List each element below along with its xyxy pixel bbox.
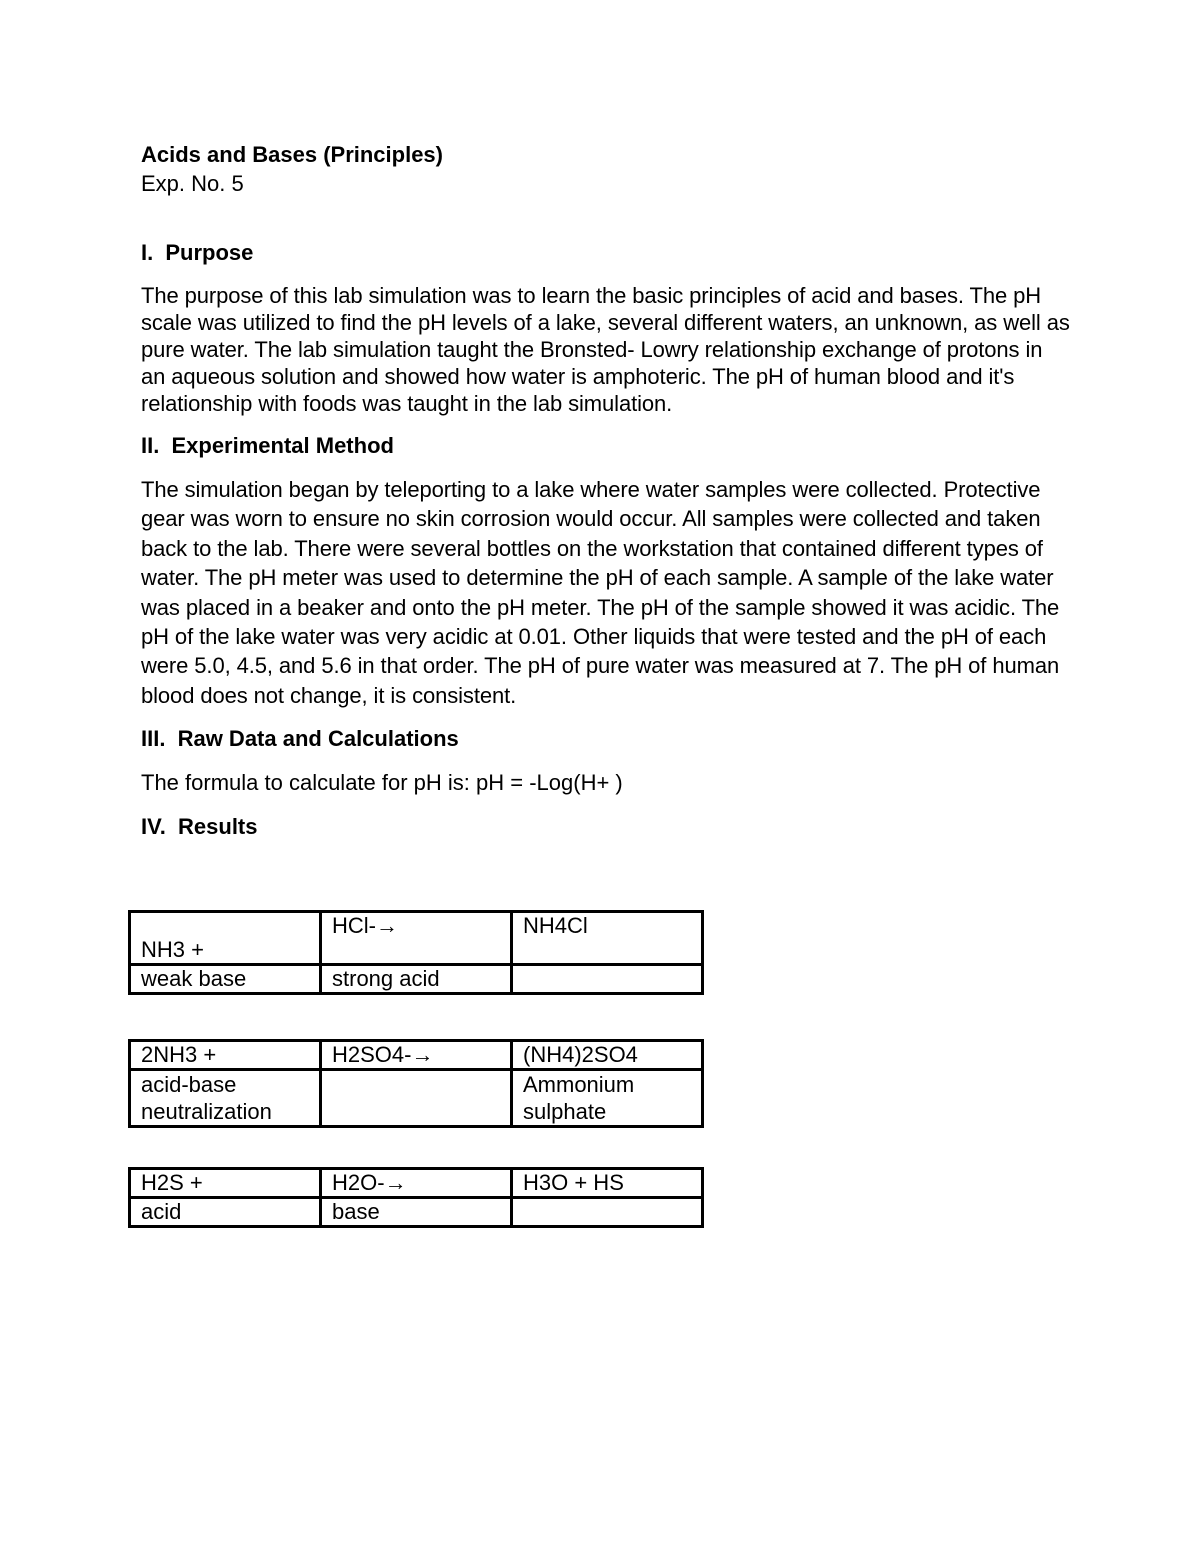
table-row — [130, 1169, 703, 1198]
cell-text: base — [332, 1199, 380, 1224]
table-cell — [512, 1198, 703, 1227]
table-cell — [512, 1070, 703, 1127]
table-cell — [512, 912, 703, 965]
cell-text: 2NH3 + — [141, 1042, 217, 1067]
section-number: III. — [141, 726, 166, 752]
section-heading-raw-data — [141, 724, 1071, 754]
section-title: Raw Data and Calculations — [177, 726, 459, 752]
cell-text: HCl- — [332, 913, 376, 938]
table-cell — [321, 965, 512, 994]
table-row — [130, 1070, 703, 1127]
cell-text: strong acid — [332, 966, 440, 991]
section-heading-purpose — [141, 238, 1071, 268]
cell-text: acid — [141, 1199, 182, 1224]
results-table-ammonia-sulfuric — [128, 1039, 704, 1128]
table-cell — [321, 1041, 512, 1070]
cell-text: H2SO4- — [332, 1042, 412, 1067]
table-row — [130, 1041, 703, 1070]
method-paragraph: The simulation began by teleporting to a lake where water samples were collected. Protective gear was worn to ensure no skin corrosion would occur. All samples were collected and taken back to the lab. There were several bottles on the workstation that contained different types of water. The pH meter was used to determine the pH of each sample. A sample of the lake water was placed in a beaker and onto the pH meter. The pH of the sample showed it was acidic. The pH of the lake water was very acidic at 0.01. Other liquids that were tested and the pH of each were 5.0, 4.5, and 5.6 in that order. The pH of pure water was measured at 7. The pH of human blood does not change, it is consistent. — [141, 477, 1060, 708]
section-heading-method — [141, 431, 1071, 461]
cell-text: H3O + HS — [523, 1170, 624, 1195]
cell-text: H2S + — [141, 1170, 203, 1195]
arrow-right-icon: → — [411, 1042, 434, 1067]
table-row — [130, 1198, 703, 1227]
cell-text: NH3 + — [141, 937, 204, 962]
table-cell — [130, 965, 321, 994]
results-table-ammonia-hcl — [128, 910, 704, 995]
experiment-number: Exp. No. 5 — [141, 171, 244, 196]
ph-formula: The formula to calculate for pH is: pH = -Log(H+ ) — [141, 770, 623, 796]
table-cell — [321, 912, 512, 965]
arrow-right-icon: → — [376, 913, 398, 938]
section-number: II. — [141, 433, 160, 458]
results-table-hydrogen-sulfide — [128, 1167, 704, 1228]
table-cell — [130, 1070, 321, 1127]
section-title: Results — [178, 814, 258, 840]
table-cell — [130, 1198, 321, 1227]
table-row — [130, 965, 703, 994]
table-cell — [321, 1198, 512, 1227]
document-page — [141, 140, 1071, 856]
table-cell — [130, 912, 321, 965]
table-cell — [321, 1169, 512, 1198]
section-title: Purpose — [165, 240, 254, 265]
cell-text: acid-base neutralization — [141, 1072, 272, 1124]
cell-text: NH4Cl — [523, 913, 588, 938]
table-cell — [512, 1041, 703, 1070]
table-row — [130, 912, 703, 965]
table-cell — [130, 1041, 321, 1070]
cell-text: Ammonium sulphate — [523, 1072, 635, 1124]
table-cell — [130, 1169, 321, 1198]
document-title: Acids and Bases (Principles) — [141, 142, 443, 167]
section-title: Experimental Method — [171, 433, 394, 458]
table-cell — [512, 1169, 703, 1198]
table-cell — [512, 965, 703, 994]
section-number: I. — [141, 240, 154, 265]
section-number: IV. — [141, 814, 166, 840]
table-cell — [321, 1070, 512, 1127]
arrow-right-icon: → — [384, 1170, 407, 1195]
cell-text: (NH4)2SO4 — [523, 1042, 638, 1067]
section-heading-results — [141, 812, 1071, 842]
purpose-paragraph: The purpose of this lab simulation was to learn the basic principles of acid and bases. The pH scale was utilized to find the pH levels of a lake, several different waters, an unknown, as well as pure water. The lab simulation taught the Bronsted- Lowry relationship exchange of protons in an aqueous solution and showed how water is amphoteric. The pH of human blood and it's relationship with foods was taught in the lab simulation. — [141, 283, 1070, 416]
cell-text: H2O- — [332, 1170, 385, 1195]
cell-text: weak base — [141, 966, 247, 991]
